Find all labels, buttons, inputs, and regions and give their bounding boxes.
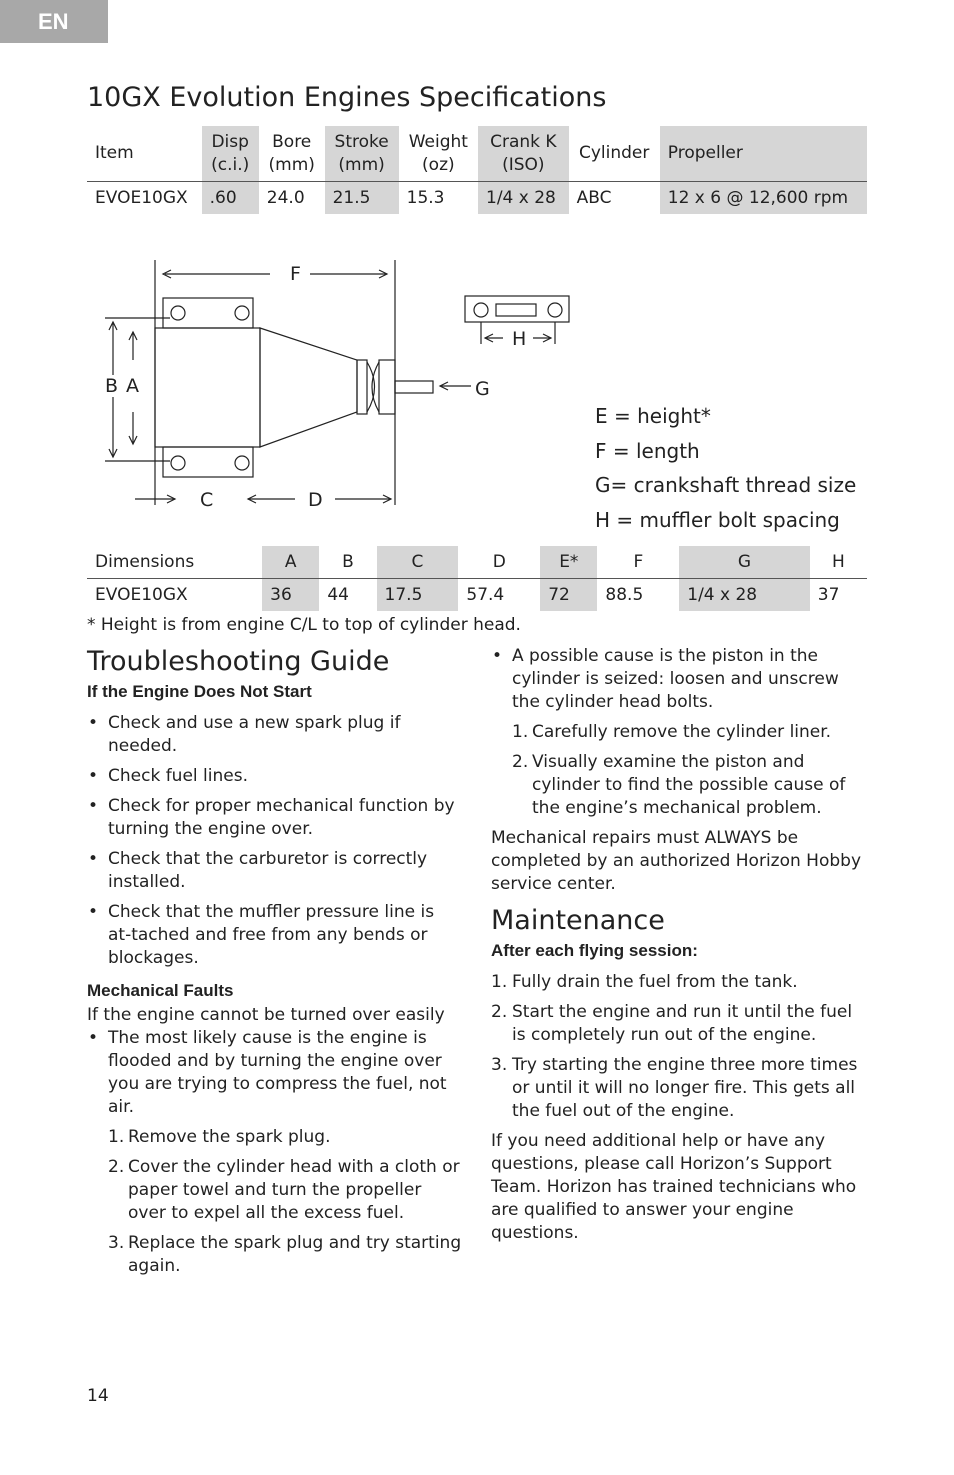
cell-disp: .60 [202,182,259,215]
header-disp: Disp (c.i.) [202,126,259,182]
cell-cylinder: ABC [576,188,612,208]
maintenance-step: 1. Fully drain the fuel from the tank. [491,972,798,992]
dimension-legend [595,404,856,542]
list-item: • Check fuel lines. [87,765,462,788]
header-weight: Weight (oz) [399,126,478,182]
step-item: 3. Replace the spark plug and try starting again. [108,1233,462,1276]
list-item: • Check that the muffler pressure line is at-tached and free from any bends or blockages. [87,901,462,970]
step-item: 2. Cover the cylinder head with a cloth or paper towel and turn the propeller over to expel all the excess fuel. [108,1157,460,1223]
specifications-row [87,182,867,215]
cell-item: EVOE10GX [95,188,188,208]
dim-header-a: A [262,546,319,579]
header-propeller: Propeller [660,126,867,182]
mechanical-faults-heading: Mechanical Faults [87,981,234,1000]
cell-bore: 24.0 [266,188,305,208]
not-start-heading: If the Engine Does Not Start [87,682,312,701]
dimensions-row [87,579,867,612]
dimensions-header-row [87,546,867,579]
label-f: F [290,263,301,285]
label-g: G [475,378,490,400]
label-c: C [200,489,214,511]
mechanical-intro: If the engine cannot be turned over easily [87,1005,445,1025]
step-item: 1. Remove the spark plug. [108,1127,331,1147]
dim-header-d: D [458,546,540,579]
list-item: • The most likely cause is the engine is flooded and by turning the engine over you are trying to compress the fuel, not air. [87,1027,462,1119]
maintenance-subheading: After each flying session: [491,941,698,960]
dim-cell-d: 57.4 [466,585,505,605]
dim-header-c: C [377,546,459,579]
dim-header-label: Dimensions [87,546,262,579]
label-h: H [512,328,527,350]
right-column [491,645,871,1245]
header-stroke: Stroke (mm) [325,126,399,182]
dim-cell-b: 44 [327,585,349,605]
troubleshooting-title: Troubleshooting Guide [87,646,390,677]
page-title: 10GX Evolution Engines Specifications [87,82,607,113]
dim-header-g: G [679,546,809,579]
page-number: 14 [87,1386,109,1406]
label-b: B [105,375,119,397]
dim-cell-g: 1/4 x 28 [679,579,809,612]
support-text: If you need additional help or have any questions, please call Horizon’s Support Team. Horizon has trained technicians who are qualified to answer your engine questions. [491,1131,857,1243]
legend-item-f: F = length [595,438,700,463]
header-cylinder: Cylinder [569,126,660,182]
height-footnote: * Height is from engine C/L to top of cylinder head. [87,615,521,635]
step-item: 1. Carefully remove the cylinder liner. [512,722,832,742]
dim-header-b: B [319,546,376,579]
language-tab: EN [0,0,108,43]
dim-header-f: F [597,546,679,579]
list-item: • Check that the carburetor is correctly installed. [87,848,462,894]
specifications-table [87,126,867,214]
dim-cell-h: 37 [817,585,840,605]
header-bore: Bore (mm) [259,126,325,182]
dim-cell-a: 36 [262,579,319,612]
legend-item-h: H = muffler bolt spacing [595,507,840,532]
list-item: • A possible cause is the piston in the cylinder is seized: loosen and unscrew the cylinder head bolts. [491,645,871,714]
engine-dimension-diagram [95,250,585,520]
label-d: D [308,489,323,511]
dim-cell-c: 17.5 [377,579,459,612]
list-item: • Check and use a new spark plug if needed. [87,712,462,758]
troubleshooting-column [87,645,462,1278]
label-a: A [126,375,139,397]
cell-crank: 1/4 x 28 [478,182,569,215]
repairs-note: Mechanical repairs must ALWAYS be completed by an authorized Horizon Hobby service center. [491,828,861,894]
dim-header-e: E* [540,546,597,579]
list-item: • Check for proper mechanical function by turning the engine over. [87,795,462,841]
cell-propeller: 12 x 6 @ 12,600 rpm [660,182,867,215]
dimensions-table [87,546,867,611]
maintenance-title: Maintenance [491,905,665,936]
cell-stroke: 21.5 [325,182,399,215]
maintenance-step: 2. Start the engine and run it until the fuel is completely run out of the engine. [491,1002,853,1045]
legend-item-e: E = height* [595,404,711,428]
header-item: Item [87,126,202,182]
legend-item-g: G= crankshaft thread size [595,473,857,497]
header-crank: Crank K (ISO) [478,126,569,182]
cell-weight: 15.3 [406,188,445,208]
maintenance-step: 3. Try starting the engine three more times or until it will no longer fire. This gets all the fuel out of the engine. [491,1055,858,1121]
dim-cell-e: 72 [540,579,597,612]
dim-cell-label: EVOE10GX [95,585,188,605]
step-item: 2. Visually examine the piston and cylinder to find the possible cause of the engine’s mechanical problem. [512,752,846,818]
specifications-header-row [87,126,867,182]
dim-cell-f: 88.5 [605,585,644,605]
dim-header-h: H [810,546,867,579]
